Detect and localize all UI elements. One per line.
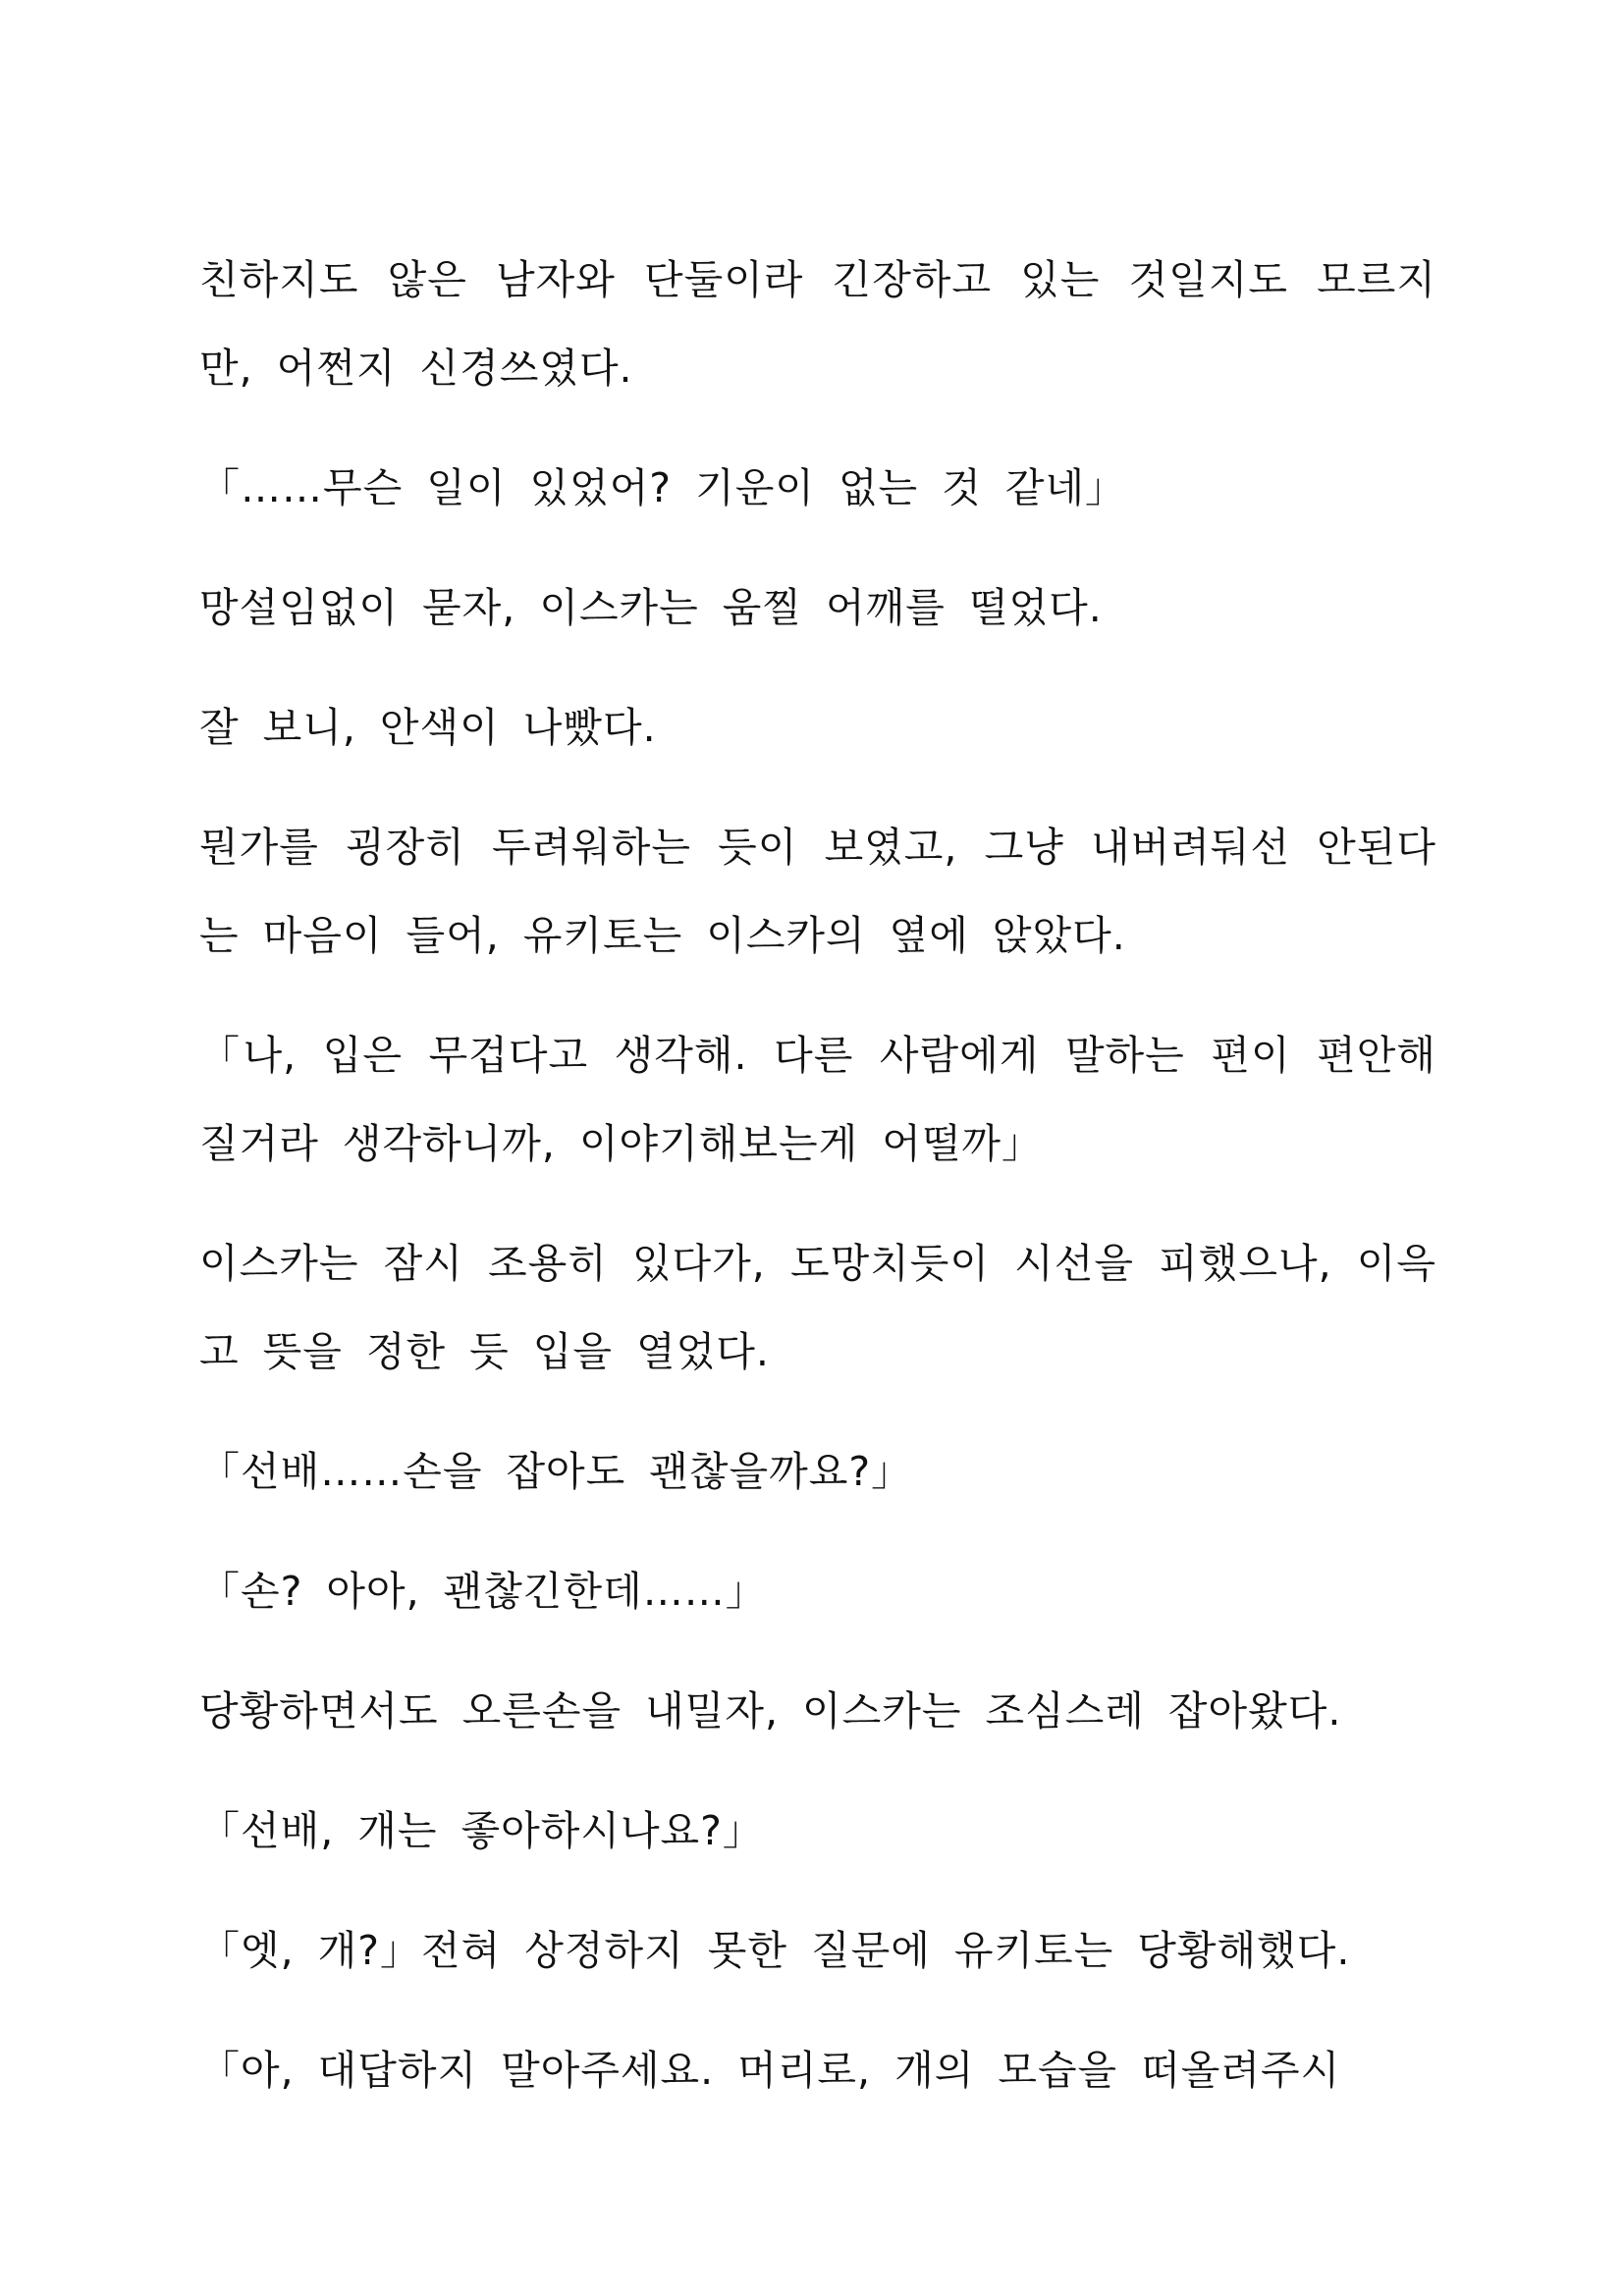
body-text: [199, 236, 1436, 2146]
paragraph: 뭔가를 굉장히 두려워하는 듯이 보였고, 그냥 내버려둬선 안된다는 마음이 들어, 유키토는 이스카의 옆에 앉았다.: [199, 824, 1436, 959]
paragraph: 「선배, 개는 좋아하시나요?」: [199, 1807, 764, 1854]
paragraph: 망설임없이 묻자, 이스카는 움찔 어깨를 떨었다.: [199, 584, 1103, 631]
paragraph: 이스카는 잠시 조용히 있다가, 도망치듯이 시선을 피했으나, 이윽고 뜻을 정한 듯 입을 열었다.: [199, 1240, 1436, 1375]
paragraph: 「……무슨 일이 있었어? 기운이 없는 것 같네」: [199, 464, 1127, 511]
paragraph: 「손? 아아, 괜찮긴한데……」: [199, 1568, 767, 1615]
paragraph: 「아, 대답하지 말아주세요. 머리로, 개의 모습을 떠올려주시: [199, 2047, 1341, 2094]
paragraph: 친하지도 않은 남자와 단둘이라 긴장하고 있는 것일지도 모르지만, 어쩐지 신경쓰였다.: [199, 256, 1436, 392]
paragraph: 당황하면서도 오른손을 내밀자, 이스카는 조심스레 잡아왔다.: [199, 1687, 1342, 1735]
paragraph: 「엣, 개?」전혀 상정하지 못한 질문에 유키토는 당황해했다.: [199, 1927, 1351, 1974]
paragraph: 「선배……손을 잡아도 괜찮을까요?」: [199, 1448, 913, 1495]
paragraph: 「나, 입은 무겁다고 생각해. 다른 사람에게 말하는 편이 편안해질거라 생각하니까, 이야기해보는게 어떨까」: [199, 1032, 1436, 1167]
paragraph: 잘 보니, 안색이 나빴다.: [199, 704, 657, 751]
